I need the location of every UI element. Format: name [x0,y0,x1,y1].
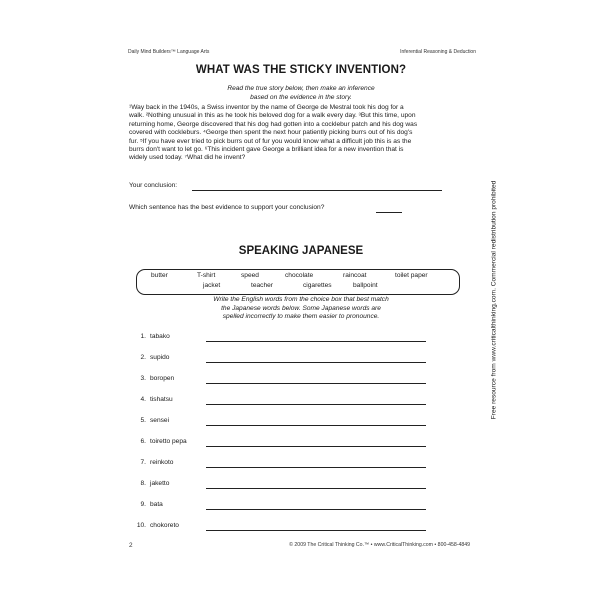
story-line: covered with cockleburs. ⁴George then spent the next hour patiently picking burrs out of his dog's [129,129,413,137]
japanese-word: sensei [150,417,170,424]
choice-word: chocolate [285,272,314,279]
section1-instruction-2: based on the evidence in the story. [250,93,352,101]
choice-word: ballpoint [353,282,378,289]
list-item: 2. supido [140,354,170,361]
answer-line-4[interactable] [206,404,426,405]
japanese-word: jaketto [150,480,170,487]
story-line: burrs don't want to let go. ⁶This incident gave George a brilliant idea for a new invention that is [129,146,404,154]
choice-box [136,269,460,295]
japanese-word: bata [150,501,163,508]
section1-instruction-1: Read the true story below, then make an inference [227,85,375,92]
story-line: walk. ²Nothing unusual in this as he took his beloved dog for a walk every day. ³But this time, upon [129,112,416,120]
conclusion-answer-line[interactable] [192,190,442,191]
japanese-word: reinkoto [150,459,174,466]
japanese-word: tishatsu [150,396,173,403]
page-number: 2 [129,542,133,549]
answer-line-5[interactable] [206,425,426,426]
header-topic: Inferential Reasoning & Deduction [400,49,476,55]
choice-word: butter [151,272,168,279]
section1-title: WHAT WAS THE STICKY INVENTION? [195,64,407,76]
choice-word: T-shirt [197,272,216,279]
answer-line-1[interactable] [206,341,426,342]
japanese-word: toiretto pepa [150,438,187,445]
answer-line-6[interactable] [206,446,426,447]
header-series: Daily Mind Builders™ Language Arts [128,49,210,55]
list-item: 5. sensei [140,417,170,424]
japanese-word: supido [150,354,170,361]
answer-line-7[interactable] [206,467,426,468]
answer-line-3[interactable] [206,383,426,384]
japanese-word: boropen [150,375,175,382]
copyright: © 2009 The Critical Thinking Co.™ • www.CriticalThinking.com • 800-458-4849 [289,542,470,548]
choice-word: cigarettes [303,282,332,289]
list-item: 10. chokoreto [136,522,179,529]
story-line: ¹Way back in the 1940s, a Swiss inventor by the name of George de Mestral took his dog for a [129,104,404,111]
list-item: 8. jaketto [140,480,170,487]
evidence-answer-line[interactable] [376,212,402,213]
choice-word: teacher [251,282,273,289]
section2-instruction-3: spelled incorrectly to make them easier to pronounce. [222,313,380,320]
worksheet-page [118,34,484,564]
list-item: 1. tabako [140,333,170,340]
list-item: 3. boropen [140,375,175,382]
list-item: 6. toiretto pepa [140,438,187,445]
choice-word: raincoat [343,272,367,279]
conclusion-label: Your conclusion: [129,182,178,189]
story-line: returning home, George discovered that his dog had gotten into a cocklebur patch and his dog was [129,120,418,128]
answer-line-10[interactable] [206,530,426,531]
side-note-text: Free resource from www.criticalthinking.com. Commercial redistribution prohibited [490,180,498,420]
story-line: fur. ⁵If you have ever tried to pick burrs out of fur you would know what a difficult job this is as the [129,137,412,145]
answer-line-2[interactable] [206,362,426,363]
section2-instruction-2: the Japanese words below. Some Japanese words are [221,304,381,312]
answer-line-9[interactable] [206,509,426,510]
story-paragraph [129,104,477,163]
section2-title: SPEAKING JAPANESE [238,245,364,257]
section2-instruction-1: Write the English words from the choice box that best match [213,296,389,303]
japanese-word: tabako [150,333,170,340]
story-line: widely used today. ⁷What did he invent? [129,154,246,162]
answer-line-8[interactable] [206,488,426,489]
list-item: 7. reinkoto [140,459,174,466]
list-item: 4. tishatsu [140,396,173,403]
choice-word: speed [241,272,259,279]
japanese-word: chokoreto [150,522,179,529]
choice-word: jacket [203,282,221,289]
evidence-question: Which sentence has the best evidence to support your conclusion? [129,204,325,211]
choice-word: toilet paper [395,272,428,279]
side-note [487,150,501,450]
list-item: 9. bata [140,501,163,508]
